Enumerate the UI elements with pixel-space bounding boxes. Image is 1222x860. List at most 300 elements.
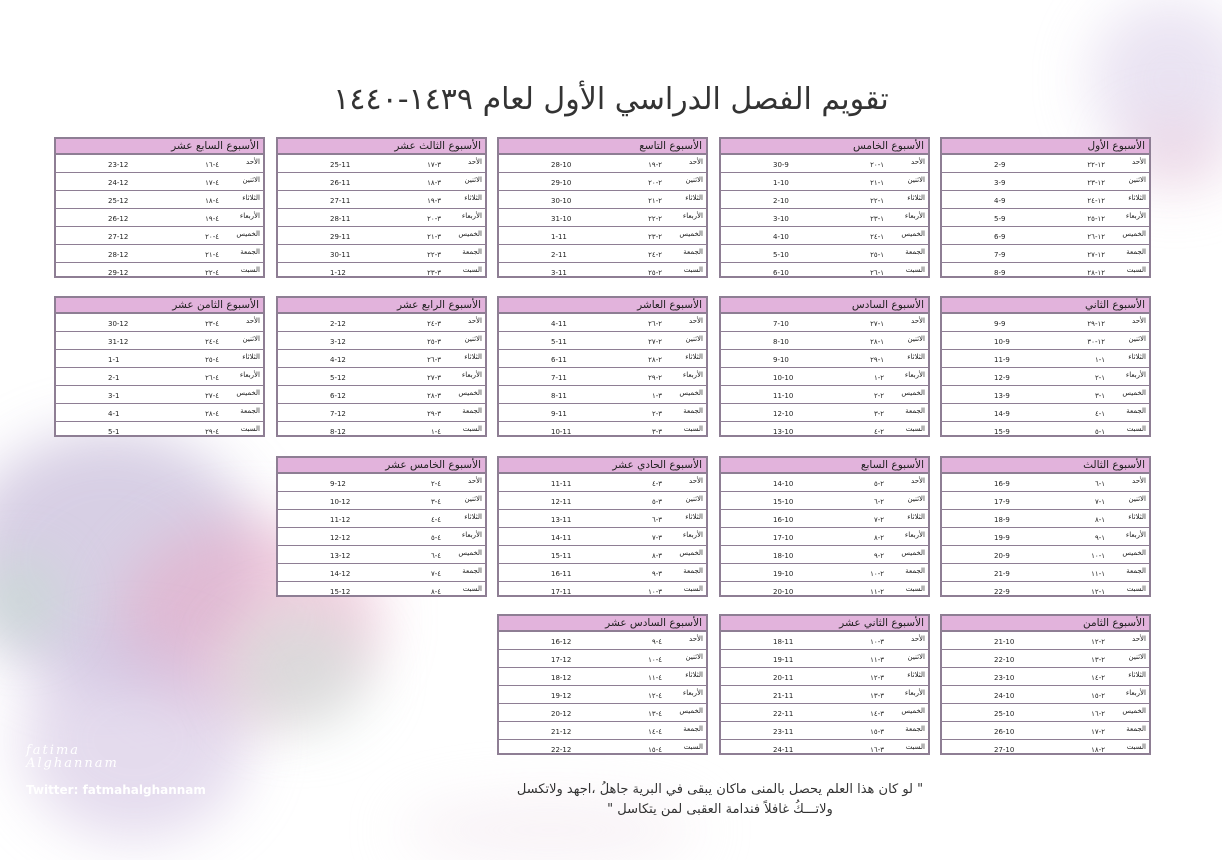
day-name: الخميس [1122, 389, 1146, 397]
day-name: السبت [240, 266, 260, 274]
day-row [942, 740, 1149, 758]
week-title: الأسبوع الثامن عشر [56, 298, 263, 314]
hijri-date: ١-٢ [1094, 374, 1105, 382]
day-name: السبت [1126, 425, 1146, 433]
gregorian-date: 12-10 [773, 410, 794, 418]
gregorian-date: 1-11 [551, 233, 567, 241]
day-name: الجمعة [462, 248, 482, 256]
day-row [499, 668, 706, 686]
hijri-date: ٣-١٦ [870, 746, 884, 754]
day-name: الاثنين [242, 335, 260, 343]
hijri-date: ٢-٢٣ [648, 233, 662, 241]
day-name: السبت [683, 266, 703, 274]
gregorian-date: 30-9 [773, 161, 789, 169]
hijri-date: ٣-٢ [651, 410, 662, 418]
hijri-date: ١-٢١ [870, 179, 884, 187]
day-name: الاثنين [464, 335, 482, 343]
hijri-date: ١٢-٢٧ [1087, 251, 1105, 259]
day-row [278, 474, 485, 492]
day-row [278, 386, 485, 404]
day-row [499, 632, 706, 650]
gregorian-date: 22-9 [994, 588, 1010, 596]
hijri-date: ٤-١٩ [205, 215, 219, 223]
gregorian-date: 19-9 [994, 534, 1010, 542]
day-name: السبت [683, 585, 703, 593]
gregorian-date: 1-12 [330, 269, 346, 277]
day-row [499, 704, 706, 722]
day-row [721, 686, 928, 704]
hijri-date: ٤-١٥ [648, 746, 662, 754]
week-card [940, 137, 1151, 278]
hijri-date: ٢-١٦ [1091, 710, 1105, 718]
gregorian-date: 7-9 [994, 251, 1006, 259]
day-row [721, 245, 928, 263]
week-card [497, 137, 708, 278]
hijri-date: ٤-١١ [648, 674, 662, 682]
day-row [499, 722, 706, 740]
gregorian-date: 3-11 [551, 269, 567, 277]
gregorian-date: 14-10 [773, 480, 794, 488]
day-row [942, 191, 1149, 209]
day-row [56, 245, 263, 263]
week-title: الأسبوع الأول [942, 139, 1149, 155]
day-row [942, 632, 1149, 650]
gregorian-date: 21-10 [994, 638, 1015, 646]
gregorian-date: 11-12 [330, 516, 351, 524]
day-name: الخميس [679, 707, 703, 715]
gregorian-date: 30-12 [108, 320, 129, 328]
day-name: الاثنين [907, 495, 925, 503]
gregorian-date: 5-10 [773, 251, 789, 259]
hijri-date: ٢-٤ [873, 428, 884, 436]
day-row [942, 474, 1149, 492]
day-name: الأحد [911, 158, 925, 166]
hijri-date: ٣-١٧ [427, 161, 441, 169]
signature-last-name: Alghannam [26, 756, 119, 771]
day-row [499, 314, 706, 332]
day-row [56, 155, 263, 173]
day-name: الاثنين [1128, 495, 1146, 503]
day-row [278, 314, 485, 332]
week-card [497, 614, 708, 755]
gregorian-date: 27-12 [108, 233, 129, 241]
gregorian-date: 13-10 [773, 428, 794, 436]
day-name: السبت [905, 266, 925, 274]
day-name: الخميس [236, 230, 260, 238]
day-row [499, 350, 706, 368]
gregorian-date: 29-10 [551, 179, 572, 187]
page-title: تقويم الفصل الدراسي الأول لعام ١٤٣٩-١٤٤٠ [333, 82, 889, 118]
day-row [942, 492, 1149, 510]
gregorian-date: 15-10 [773, 498, 794, 506]
day-name: الأربعاء [1125, 371, 1146, 379]
hijri-date: ١٢-٢٤ [1087, 197, 1105, 205]
gregorian-date: 14-9 [994, 410, 1010, 418]
gregorian-date: 18-12 [551, 674, 572, 682]
day-name: الجمعة [905, 407, 925, 415]
day-row [56, 227, 263, 245]
day-name: الخميس [901, 707, 925, 715]
day-row [942, 350, 1149, 368]
gregorian-date: 29-12 [108, 269, 129, 277]
day-row [942, 155, 1149, 173]
hijri-date: ١-١٢ [1091, 588, 1105, 596]
gregorian-date: 21-9 [994, 570, 1010, 578]
day-name: الثلاثاء [907, 194, 925, 202]
gregorian-date: 13-9 [994, 392, 1010, 400]
day-name: الثلاثاء [242, 353, 260, 361]
hijri-date: ١-٢٣ [870, 215, 884, 223]
day-row [721, 510, 928, 528]
day-row [942, 245, 1149, 263]
day-row [721, 368, 928, 386]
day-row [499, 650, 706, 668]
hijri-date: ٤-١٦ [205, 161, 219, 169]
gregorian-date: 10-11 [551, 428, 572, 436]
day-row [721, 314, 928, 332]
day-name: الأربعاء [904, 212, 925, 220]
day-name: الأربعاء [1125, 689, 1146, 697]
hijri-date: ١٢-٢٨ [1087, 269, 1105, 277]
day-row [942, 422, 1149, 440]
gregorian-date: 10-9 [994, 338, 1010, 346]
day-row [278, 350, 485, 368]
gregorian-date: 25-11 [330, 161, 351, 169]
hijri-date: ١-٢٦ [870, 269, 884, 277]
gregorian-date: 18-10 [773, 552, 794, 560]
gregorian-date: 20-11 [773, 674, 794, 682]
day-name: الخميس [1122, 230, 1146, 238]
hijri-date: ١-٢٧ [870, 320, 884, 328]
day-row [278, 209, 485, 227]
day-row [942, 314, 1149, 332]
day-row [499, 173, 706, 191]
week-card [276, 296, 487, 437]
gregorian-date: 1-1 [108, 356, 120, 364]
day-name: السبت [462, 266, 482, 274]
day-name: الأحد [689, 635, 703, 643]
day-row [56, 350, 263, 368]
hijri-date: ٣-١٠ [648, 588, 662, 596]
hijri-date: ٤-١٠ [648, 656, 662, 664]
week-title: الأسبوع الحادي عشر [499, 458, 706, 474]
gregorian-date: 17-9 [994, 498, 1010, 506]
hijri-date: ٣-١٤ [870, 710, 884, 718]
hijri-date: ٢-٣ [873, 410, 884, 418]
day-row [721, 668, 928, 686]
gregorian-date: 25-12 [108, 197, 129, 205]
day-name: الخميس [1122, 707, 1146, 715]
day-name: الثلاثاء [907, 353, 925, 361]
day-row [499, 546, 706, 564]
day-row [56, 368, 263, 386]
gregorian-date: 8-10 [773, 338, 789, 346]
day-row [721, 632, 928, 650]
day-row [499, 528, 706, 546]
day-name: السبت [683, 743, 703, 751]
day-name: الثلاثاء [685, 353, 703, 361]
day-name: الجمعة [905, 567, 925, 575]
day-name: الجمعة [1126, 567, 1146, 575]
hijri-date: ١٢-٢٦ [1087, 233, 1105, 241]
gregorian-date: 8-9 [994, 269, 1006, 277]
twitter-handle: Twitter: fatmahalghannam [26, 783, 206, 797]
day-row [56, 263, 263, 281]
gregorian-date: 3-9 [994, 179, 1006, 187]
gregorian-date: 18-9 [994, 516, 1010, 524]
day-row [721, 740, 928, 758]
day-name: الجمعة [1126, 407, 1146, 415]
day-row [721, 492, 928, 510]
gregorian-date: 31-12 [108, 338, 129, 346]
day-row [499, 474, 706, 492]
gregorian-date: 24-10 [994, 692, 1015, 700]
day-name: الاثنين [907, 653, 925, 661]
day-name: الأربعاء [239, 371, 260, 379]
gregorian-date: 15-12 [330, 588, 351, 596]
day-row [499, 209, 706, 227]
gregorian-date: 11-9 [994, 356, 1010, 364]
day-row [721, 155, 928, 173]
day-name: الخميس [458, 549, 482, 557]
day-name: الثلاثاء [242, 194, 260, 202]
hijri-date: ١-٩ [1094, 534, 1105, 542]
day-row [942, 386, 1149, 404]
day-name: الاثنين [464, 495, 482, 503]
day-row [278, 155, 485, 173]
gregorian-date: 11-10 [773, 392, 794, 400]
gregorian-date: 16-11 [551, 570, 572, 578]
gregorian-date: 7-10 [773, 320, 789, 328]
day-name: الجمعة [240, 248, 260, 256]
gregorian-date: 21-11 [773, 692, 794, 700]
gregorian-date: 2-10 [773, 197, 789, 205]
day-row [278, 564, 485, 582]
day-row [278, 528, 485, 546]
day-row [56, 404, 263, 422]
day-row [56, 422, 263, 440]
day-row [942, 528, 1149, 546]
day-name: السبت [683, 425, 703, 433]
hijri-date: ٢-٢٠ [648, 179, 662, 187]
hijri-date: ٣-١٠ [870, 638, 884, 646]
day-row [278, 173, 485, 191]
hijri-date: ٣-٨ [651, 552, 662, 560]
hijri-date: ٤-٢٦ [205, 374, 219, 382]
day-name: الثلاثاء [685, 671, 703, 679]
hijri-date: ٤-٧ [430, 570, 441, 578]
gregorian-date: 19-12 [551, 692, 572, 700]
hijri-date: ٢-١ [873, 374, 884, 382]
day-name: الأحد [1132, 317, 1146, 325]
gregorian-date: 28-12 [108, 251, 129, 259]
day-name: الاثنين [685, 335, 703, 343]
week-card [719, 137, 930, 278]
gregorian-date: 22-10 [994, 656, 1015, 664]
gregorian-date: 28-11 [330, 215, 351, 223]
hijri-date: ٢-٦ [873, 498, 884, 506]
watercolor-wash [230, 610, 370, 730]
day-name: الجمعة [240, 407, 260, 415]
gregorian-date: 4-11 [551, 320, 567, 328]
day-name: الاثنين [907, 176, 925, 184]
gregorian-date: 2-9 [994, 161, 1006, 169]
gregorian-date: 3-10 [773, 215, 789, 223]
day-name: السبت [905, 425, 925, 433]
gregorian-date: 3-1 [108, 392, 120, 400]
hijri-date: ٣-٢٣ [427, 269, 441, 277]
signature [26, 744, 119, 770]
hijri-date: ٣-٢٤ [427, 320, 441, 328]
day-name: الخميس [679, 549, 703, 557]
gregorian-date: 24-11 [773, 746, 794, 754]
hijri-date: ١-٢٥ [870, 251, 884, 259]
quote [370, 780, 1070, 820]
gregorian-date: 26-11 [330, 179, 351, 187]
gregorian-date: 26-10 [994, 728, 1015, 736]
hijri-date: ٤-٢٤ [205, 338, 219, 346]
week-card [940, 614, 1151, 755]
hijri-date: ١-٧ [1094, 498, 1105, 506]
day-name: السبت [1126, 743, 1146, 751]
gregorian-date: 7-12 [330, 410, 346, 418]
day-name: الاثنين [685, 176, 703, 184]
gregorian-date: 12-11 [551, 498, 572, 506]
day-name: الأربعاء [682, 212, 703, 220]
hijri-date: ١-٦ [1094, 480, 1105, 488]
day-name: الجمعة [683, 248, 703, 256]
day-name: الجمعة [683, 407, 703, 415]
hijri-date: ٢-٢٨ [648, 356, 662, 364]
quote-line-2: ولاتـــكُ غافلاً فندامة العقبى لمن يتكاسل " [607, 802, 833, 817]
day-name: الجمعة [905, 248, 925, 256]
gregorian-date: 25-10 [994, 710, 1015, 718]
hijri-date: ٢-١٢ [1091, 638, 1105, 646]
gregorian-date: 2-1 [108, 374, 120, 382]
hijri-date: ١-٢٤ [870, 233, 884, 241]
hijri-date: ١-٤ [1094, 410, 1105, 418]
gregorian-date: 27-10 [994, 746, 1015, 754]
day-row [499, 740, 706, 758]
hijri-date: ٢-٢٢ [648, 215, 662, 223]
day-row [499, 368, 706, 386]
hijri-date: ١-٢٩ [870, 356, 884, 364]
day-row [942, 404, 1149, 422]
day-name: الأربعاء [904, 531, 925, 539]
day-name: الأحد [246, 158, 260, 166]
hijri-date: ٣-٢٥ [427, 338, 441, 346]
gregorian-date: 14-11 [551, 534, 572, 542]
day-row [278, 191, 485, 209]
day-name: الثلاثاء [685, 194, 703, 202]
gregorian-date: 16-9 [994, 480, 1010, 488]
gregorian-date: 1-10 [773, 179, 789, 187]
hijri-date: ١٢-٢٥ [1087, 215, 1105, 223]
hijri-date: ٤-٢٠ [205, 233, 219, 241]
hijri-date: ٤-٢٨ [205, 410, 219, 418]
hijri-date: ٣-١٣ [870, 692, 884, 700]
watercolor-wash [20, 640, 250, 840]
gregorian-date: 16-12 [551, 638, 572, 646]
day-name: الأحد [468, 477, 482, 485]
week-title: الأسبوع الخامس عشر [278, 458, 485, 474]
gregorian-date: 9-10 [773, 356, 789, 364]
day-row [499, 492, 706, 510]
hijri-date: ١-٣ [1094, 392, 1105, 400]
hijri-date: ٢-٧ [873, 516, 884, 524]
hijri-date: ٣-٢٧ [427, 374, 441, 382]
day-row [278, 263, 485, 281]
gregorian-date: 27-11 [330, 197, 351, 205]
day-row [278, 404, 485, 422]
hijri-date: ١-٢٢ [870, 197, 884, 205]
gregorian-date: 13-12 [330, 552, 351, 560]
day-name: الاثنين [685, 495, 703, 503]
gregorian-date: 13-11 [551, 516, 572, 524]
signature-first-name: fatima [26, 743, 81, 758]
hijri-date: ١-١٠ [1091, 552, 1105, 560]
day-row [499, 191, 706, 209]
gregorian-date: 4-12 [330, 356, 346, 364]
day-name: الخميس [236, 389, 260, 397]
hijri-date: ٢-١٤ [1091, 674, 1105, 682]
hijri-date: ٣-٣ [651, 428, 662, 436]
hijri-date: ٣-٤ [651, 480, 662, 488]
day-row [56, 173, 263, 191]
gregorian-date: 10-12 [330, 498, 351, 506]
day-row [499, 686, 706, 704]
hijri-date: ٣-٧ [651, 534, 662, 542]
day-row [499, 510, 706, 528]
gregorian-date: 12-9 [994, 374, 1010, 382]
day-name: الخميس [679, 389, 703, 397]
hijri-date: ٤-١٤ [648, 728, 662, 736]
week-card [54, 296, 265, 437]
hijri-date: ٢-١١ [870, 588, 884, 596]
hijri-date: ١-٢٨ [870, 338, 884, 346]
day-name: الأربعاء [682, 371, 703, 379]
hijri-date: ٢-١٨ [1091, 746, 1105, 754]
hijri-date: ١٢-٢٣ [1087, 179, 1105, 187]
hijri-date: ١-٨ [1094, 516, 1105, 524]
week-title: الأسبوع الثاني عشر [721, 616, 928, 632]
day-name: الأحد [1132, 158, 1146, 166]
gregorian-date: 19-10 [773, 570, 794, 578]
gregorian-date: 22-12 [551, 746, 572, 754]
day-row [942, 668, 1149, 686]
hijri-date: ٤-٢ [430, 480, 441, 488]
hijri-date: ٣-٢٦ [427, 356, 441, 364]
day-row [942, 173, 1149, 191]
day-row [499, 582, 706, 600]
quote-line-1: " لو كان هذا العلم يحصل بالمنى ماكان يبقى في البرية جاهلُ ،اجهد ولاتكسل [516, 782, 924, 797]
day-row [56, 314, 263, 332]
hijri-date: ٣-١٨ [427, 179, 441, 187]
day-row [942, 209, 1149, 227]
day-row [721, 474, 928, 492]
day-row [942, 686, 1149, 704]
day-name: الجمعة [1126, 725, 1146, 733]
day-row [721, 173, 928, 191]
day-row [499, 404, 706, 422]
day-name: الأربعاء [1125, 531, 1146, 539]
hijri-date: ١-١ [1094, 356, 1105, 364]
gregorian-date: 30-10 [551, 197, 572, 205]
hijri-date: ٤-٥ [430, 534, 441, 542]
gregorian-date: 30-11 [330, 251, 351, 259]
day-row [499, 422, 706, 440]
gregorian-date: 6-12 [330, 392, 346, 400]
